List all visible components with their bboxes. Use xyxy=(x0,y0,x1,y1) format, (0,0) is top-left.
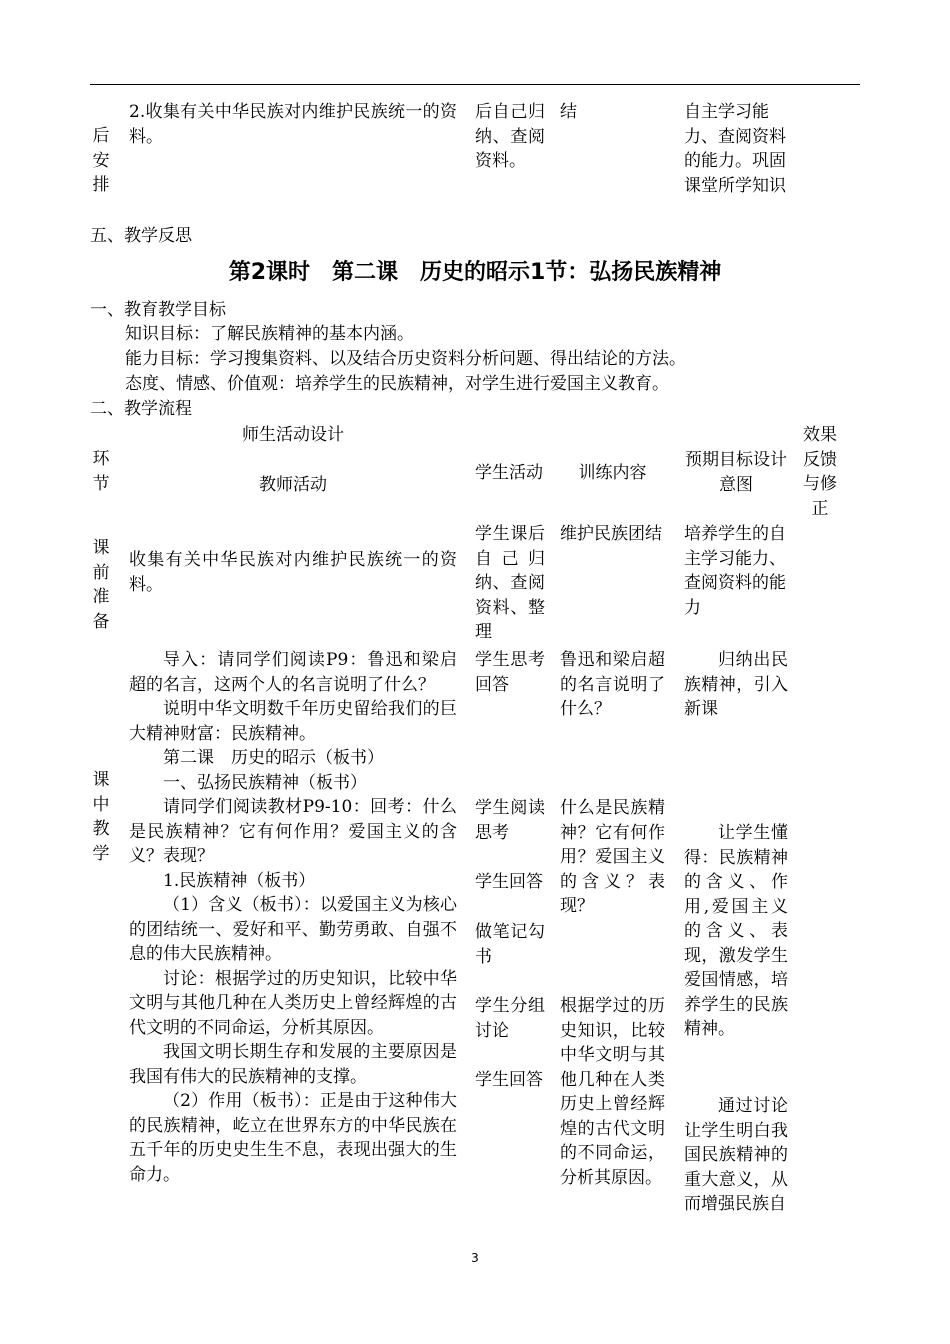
training-1: 鲁迅和梁启超的名言说明了什么？ xyxy=(560,650,665,719)
row-label-class: 课 中 教 学 xyxy=(92,770,110,864)
student-answer-1: 学生回答 xyxy=(475,872,543,892)
training-2: 什么是民族精神？它有何作用？爱国主义的含义？表现？ xyxy=(560,798,665,916)
header-design: 师生活动设计 xyxy=(242,425,344,445)
student-group: 学生分组讨论 xyxy=(475,996,545,1041)
teacher-para: 请同学们阅读教材P9-10：回考：什么是民族精神？它有何作用？爱国主义的含义？表现？ xyxy=(129,797,457,866)
teacher-para: （2）作用（板书）：正是由于这种伟大的民族精神，屹立在世界东方的中华民族在五千年的历史史生生不息，表现出强大的生命力。 xyxy=(129,1091,457,1185)
teacher-para: 说明中华文明数千年历史留给我们的巨大精神财富：民族精神。 xyxy=(129,699,457,744)
prep-teacher: 收集有关中华民族对内维护民族统一的资料。 xyxy=(129,550,457,595)
header-teacher: 教师活动 xyxy=(259,475,327,495)
prep-purpose: 培养学生的自主学习能力、查阅资料的能力 xyxy=(684,524,786,618)
top-purpose-cell: 自主学习能力、查阅资料的能力。巩固课堂所学知识 xyxy=(684,102,786,196)
goals-heading: 一、教育教学目标 xyxy=(90,300,226,320)
teacher-para: 讨论：根据学过的历史知识，比较中华文明与其他几种在人类历史上曾经辉煌的古代文明的不同命运，分析其原因。 xyxy=(129,968,457,1038)
purpose-1: 归纳出民族精神，引入新课 xyxy=(684,650,788,719)
prep-training: 维护民族团结 xyxy=(560,524,662,544)
header-rule xyxy=(90,84,860,85)
goal-knowledge: 知识目标：了解民族精神的基本内涵。 xyxy=(125,324,414,344)
reflection-heading: 五、教学反思 xyxy=(90,226,192,246)
lesson-title: 第2课时 第二课 历史的昭示1节：弘扬民族精神 xyxy=(228,260,722,285)
header-link: 环 节 xyxy=(92,449,110,494)
header-student: 学生活动 xyxy=(475,463,543,483)
purpose-3: 通过讨论让学生明白我国民族精神的重大意义，从而增强民族自 xyxy=(684,1096,788,1214)
goal-ability: 能力目标：学习搜集资料、以及结合历史资料分析问题、得出结论的方法。 xyxy=(125,349,686,369)
row-label-prep: 课 前 准 备 xyxy=(92,538,110,632)
student-read: 学生阅读思考 xyxy=(475,798,545,843)
prep-student: 学生课后自己归纳、查阅资料、整理 xyxy=(475,524,545,642)
teacher-para: 一、弘扬民族精神（板书） xyxy=(163,772,367,793)
student-answer-2: 学生回答 xyxy=(475,1070,543,1090)
top-student-cell: 后自己归纳、查阅资料。 xyxy=(475,102,545,171)
process-heading: 二、教学流程 xyxy=(90,399,192,419)
purpose-2: 让学生懂得：民族精神的含义、作用,爱国主义的含义、表现，激发学生爱国情感，培养学生的民族精神。 xyxy=(684,823,788,1039)
header-training: 训练内容 xyxy=(578,463,647,483)
class-teacher-activity xyxy=(129,648,457,1187)
header-purpose: 预期目标设计意图 xyxy=(685,450,787,495)
teacher-para: 1.民族精神（板书） xyxy=(163,870,316,891)
goal-attitude: 态度、情感、价值观：培养学生的民族精神，对学生进行爱国主义教育。 xyxy=(125,374,669,394)
top-teacher-cell: 2.收集有关中华民族对内维护民族统一的资料。 xyxy=(129,102,457,147)
student-notes: 做笔记勾书 xyxy=(475,922,545,967)
top-training-cell: 结 xyxy=(560,102,577,122)
student-think: 学生思考回答 xyxy=(475,650,545,695)
teacher-para: 我国文明长期生存和发展的主要原因是我国有伟大的民族精神的支撑。 xyxy=(129,1042,457,1087)
page-number: 3 xyxy=(471,1251,479,1265)
teacher-para: 导入：请同学们阅读P9：鲁迅和梁启超的名言，这两个人的名言说明了什么？ xyxy=(129,650,457,695)
teacher-para: 第二课 历史的昭示（板书） xyxy=(163,748,384,768)
header-feedback: 效果 反馈 与修 正 xyxy=(803,425,837,519)
row-label-after-class: 后 安 排 xyxy=(92,126,110,195)
training-3: 根据学过的历史知识，比较中华文明与其他几种在人类历史上曾经辉煌的古代文明的不同命运，分析其原因。 xyxy=(560,996,665,1188)
teacher-para: （1）含义（板书）：以爱国主义为核心的团结统一、爱好和平、勤劳勇敢、自强不息的伟大民族精神。 xyxy=(129,895,457,964)
